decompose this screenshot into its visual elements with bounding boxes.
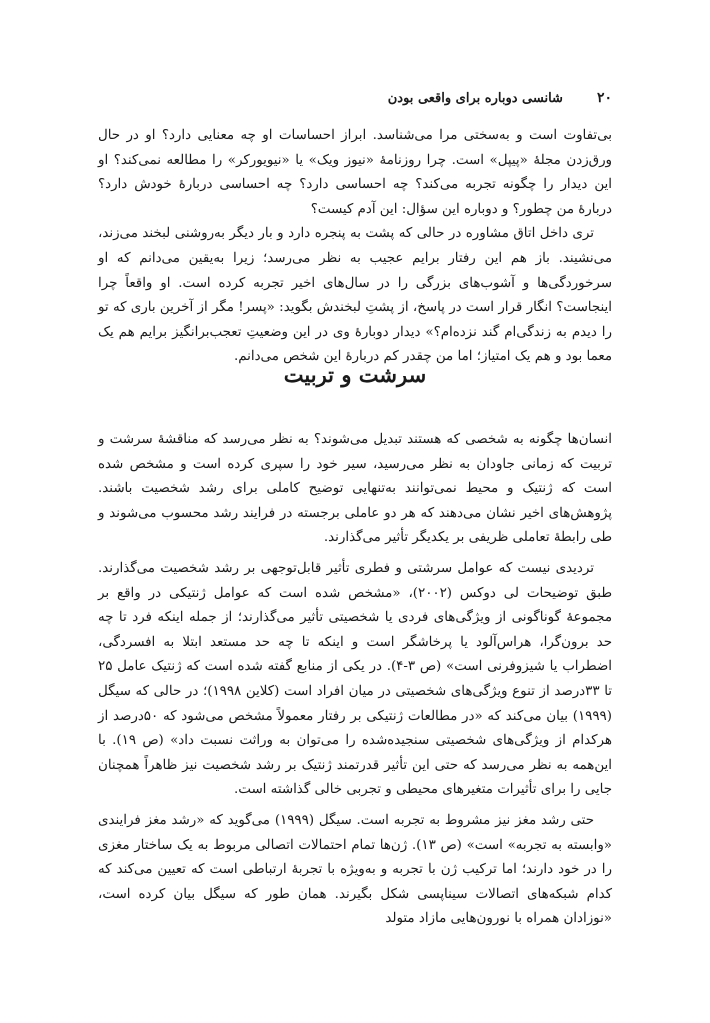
text-block-top bbox=[98, 124, 612, 370]
page-number: ۲۰ bbox=[596, 90, 612, 106]
paragraph: حتی رشد مغز نیز مشروط به تجربه است. سیگل (۱۹۹۹) می‌گوید که «رشد مغز فرایندی «وابسته به تجربه» است» (ص ۱۳). ژن‌ها تمام احتمالات اتصالی مربوط به یک ساختار مغزی را در خود دارند؛ اما ترکیب ژن با تجربه و به‌ویژه با تجربهٔ ارتباطی است که تعیین می‌کند که کدام شبکه‌های اتصالات سیناپسی شکل بگیرند. همان طور که سیگل بیان کرده است، «نوزادان همراه با نورون‌هایی مازاد متولد bbox=[98, 812, 612, 927]
paragraph: تری داخل اتاق مشاوره در حالی که پشت به پنجره دارد و بار دیگر به‌روشنی لبخند می‌زند، می‌نشیند. باز هم این رفتار برایم عجیب به نظر می‌رسد؛ زیرا به‌یقین می‌دانم که او سرخوردگی‌ها و آشوب‌های بزرگی را در سال‌های اخیر تجربه کرده است. او واقعاً چرا اینجاست؟ انگار قرار است در پاسخ، از پشتِ لبخندش بگوید: «پسر! مگر از آخرین باری که تو را دیدم به زندگی‌ام گند نزده‌ام؟» دیدار دوبارهٔ وی در این وضعیتِ تعجب‌برانگیز برایم هم یک معما بود و هم یک امتیاز؛ اما من چقدر کم دربارهٔ این شخص می‌دانم. bbox=[98, 226, 612, 365]
paragraph: بی‌تفاوت است و به‌سختی مرا می‌شناسد. ابراز احساسات او چه معنایی دارد؟ او در حال ورق‌زدن مجلهٔ «پیپل» است. چرا روزنامهٔ «نیوز ویک» یا «نیویورکر» را مطالعه نمی‌کند؟ او این دیدار را چگونه تجربه می‌کند؟ چه احساسی دارد؟ چه احساسی دربارهٔ خودش دارد؟ دربارهٔ من چطور؟ و دوباره این سؤال: این آدم کیست؟ bbox=[98, 128, 612, 217]
section-heading: سرشت و تربیت bbox=[283, 362, 427, 387]
running-title: شانسی دوباره برای واقعی بودن bbox=[387, 90, 563, 106]
text-block-bottom bbox=[98, 428, 612, 932]
paragraph: انسان‌ها چگونه به شخصی که هستند تبدیل می‌شوند؟ به نظر می‌رسد که مناقشهٔ سرشت و تربیت که زمانی جاودان به نظر می‌رسید، سیر خود را سپری کرده است و مشخص شده است که ژنتیک و محیط نمی‌توانند به‌تنهایی توضیح کاملی برای رشد شخصیت باشند. پژوهش‌های اخیر نشان می‌دهند که هر دو عاملی برجسته در فرایند رشد محسوب می‌شوند و طی رابطهٔ تعاملی ظریفی بر یکدیگر تأثیر می‌گذارند. bbox=[98, 432, 612, 546]
running-header bbox=[98, 86, 612, 110]
paragraph: تردیدی نیست که عوامل سرشتی و فطری تأثیر قابل‌توجهی بر رشد شخصیت می‌گذارند. طبق توضیحات لی دوکس (۲۰۰۲)، «مشخص شده است که عوامل ژنتیکی در واقع بر مجموعهٔ گوناگونی از ویژگی‌های فردی یا شخصیتی تأثیر می‌گذارند؛ از جمله اینکه فرد تا چه حد برون‌گرا، هراس‌آلود یا پرخاشگر است و اینکه تا چه حد مستعد ابتلا به افسردگی، اضطراب یا شیزوفرنی است» (ص ۳-۴). در یکی از منابع گفته شده است که ژنتیک عامل ۲۵ تا ۳۳درصد از تنوع ویژگی‌های شخصیتی در میان افراد است (کلاین ۱۹۹۸)؛ در حالی که سیگل (۱۹۹۹) بیان می‌کند که «در مطالعات ژنتیکی بر رفتار معمولاً مشخص می‌شود که ۵۰درصد از هرکدام از ویژگی‌های شخصیتی سنجیده‌شده را می‌توان به وراثت نسبت داد» (ص ۱۹). با این‌همه به نظر می‌رسد که حتی این تأثیر قدرتمند ژنتیک بر رشد شخصیت نیز ظاهراً همچنان جایی را برای تأثیرات متغیرهای محیطی و تجربی خالی گذاشته است. bbox=[98, 560, 613, 798]
